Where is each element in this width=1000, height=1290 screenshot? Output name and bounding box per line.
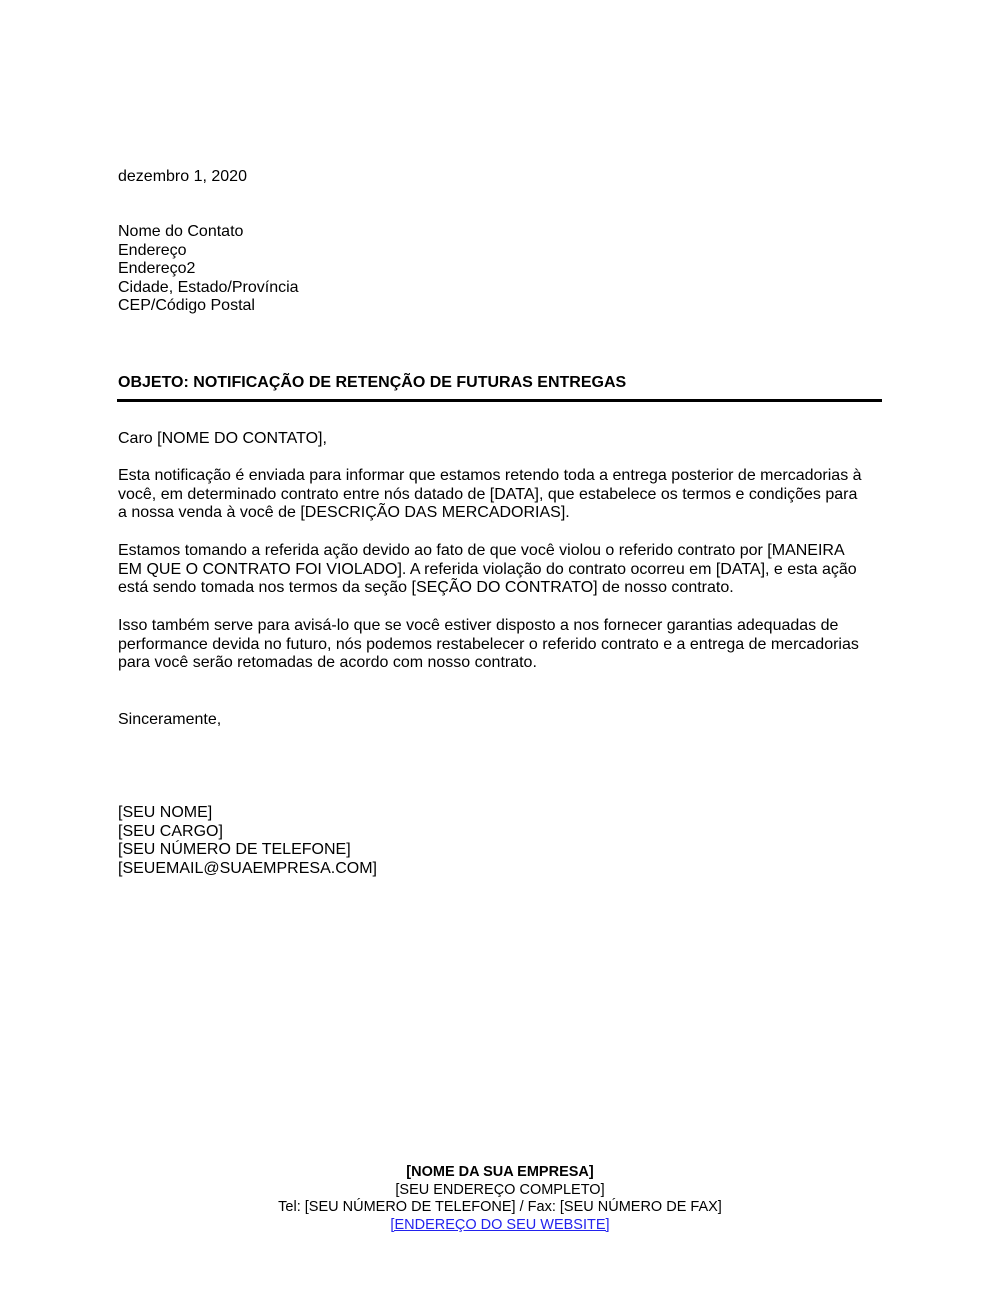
footer-company-name: [NOME DA SUA EMPRESA] bbox=[406, 1164, 594, 1180]
salutation: Caro [NOME DO CONTATO], bbox=[118, 430, 327, 447]
signature-title: [SEU CARGO] bbox=[118, 822, 223, 840]
paragraph-line: EM QUE O CONTRATO FOI VIOLADO]. A referida violação do contrato ocorreu em [DATA], e esta ação bbox=[118, 560, 857, 578]
paragraph-line: Esta notificação é enviada para informar que estamos retendo toda a entrega posterior de mercadorias à bbox=[118, 467, 862, 484]
paragraph-line: performance devida no futuro, nós podemos restabelecer o referido contrato e a entrega de mercadorias bbox=[118, 635, 859, 653]
footer-contact: Tel: [SEU NÚMERO DE TELEFONE] / Fax: [SEU NÚMERO DE FAX] bbox=[278, 1199, 722, 1215]
paragraph-3 bbox=[118, 617, 859, 673]
subject-divider bbox=[117, 399, 882, 402]
closing: Sinceramente, bbox=[118, 711, 222, 728]
paragraph-line: está sendo tomada nos termos da seção [SEÇÃO DO CONTRATO] de nosso contrato. bbox=[118, 579, 734, 597]
paragraph-line: para você serão retomadas de acordo com nosso contrato. bbox=[118, 654, 537, 672]
footer-website-link[interactable]: [ENDEREÇO DO SEU WEBSITE] bbox=[390, 1216, 610, 1233]
signature-name: [SEU NOME] bbox=[118, 804, 213, 821]
recipient-address-line2: Endereço2 bbox=[118, 260, 196, 278]
recipient-postal-code: CEP/Código Postal bbox=[118, 297, 255, 315]
paragraph-line: Estamos tomando a referida ação devido ao fato de que você violou o referido contrato por [MANEIRA bbox=[118, 542, 845, 559]
recipient-address bbox=[118, 223, 299, 316]
paragraph-line: a nossa venda à você de [DESCRIÇÃO DAS MERCADORIAS]. bbox=[118, 504, 570, 522]
recipient-address-line1: Endereço bbox=[118, 241, 187, 259]
signature-email: [SEUEMAIL@SUAEMPRESA.COM] bbox=[118, 859, 377, 877]
letter-date: dezembro 1, 2020 bbox=[118, 168, 247, 185]
paragraph-line: você, em determinado contrato entre nós datado de [DATA], que estabelece os termos e condições para bbox=[118, 485, 858, 503]
paragraph-line: Isso também serve para avisá-lo que se você estiver disposto a nos fornecer garantias adequadas de bbox=[118, 617, 839, 634]
recipient-name: Nome do Contato bbox=[118, 223, 244, 240]
signature-block bbox=[118, 804, 377, 878]
recipient-city-state: Cidade, Estado/Província bbox=[118, 278, 299, 296]
paragraph-2 bbox=[118, 542, 857, 598]
company-footer bbox=[0, 1164, 1000, 1234]
footer-address: [SEU ENDEREÇO COMPLETO] bbox=[395, 1181, 605, 1198]
paragraph-1 bbox=[118, 467, 862, 523]
letter-subject: OBJETO: NOTIFICAÇÃO DE RETENÇÃO DE FUTURAS ENTREGAS bbox=[118, 374, 627, 391]
signature-phone: [SEU NÚMERO DE TELEFONE] bbox=[118, 841, 351, 859]
